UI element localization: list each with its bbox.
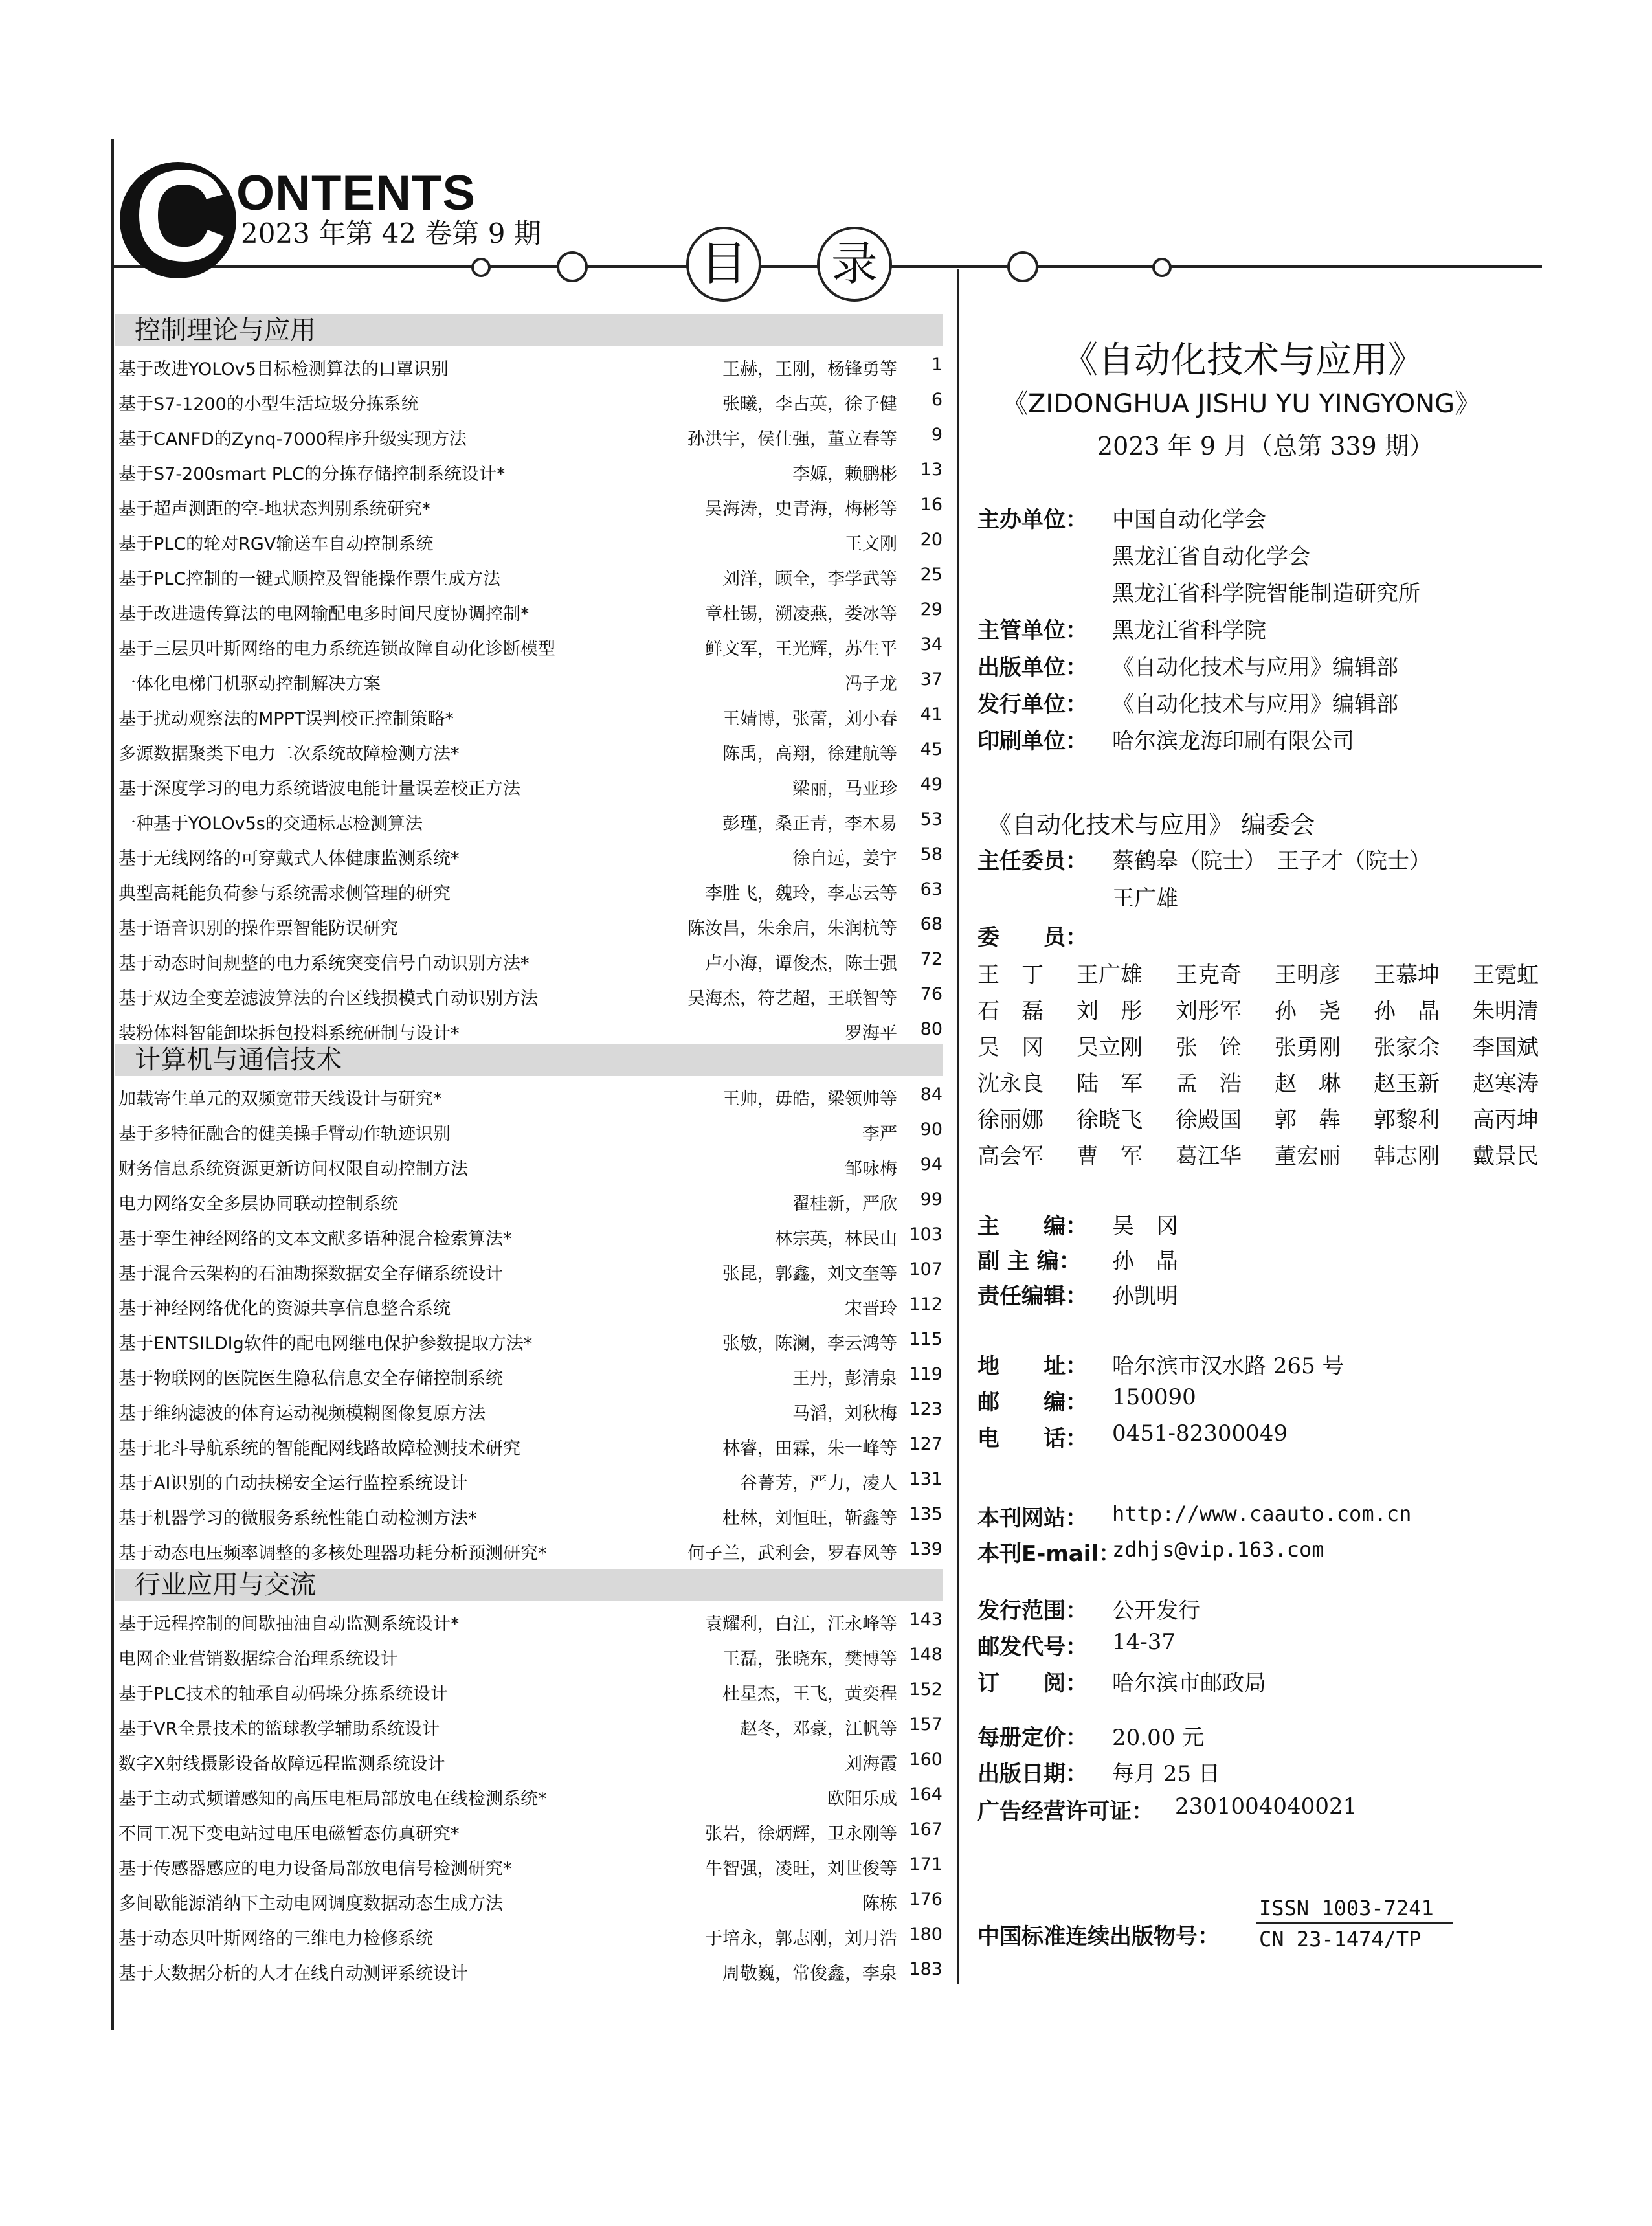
article-title: 基于无线网络的可穿戴式人体健康监测系统* xyxy=(118,849,460,869)
article-authors: 于培永，郭志刚，刘月浩 xyxy=(705,1929,897,1949)
article-authors: 鲜文军，王光辉，苏生平 xyxy=(705,639,897,659)
supervisor-value: 黑龙江省科学院 xyxy=(1112,618,1266,644)
members-label: 委 员： xyxy=(977,925,1088,950)
issue-line: 2023 年第 42 卷第 9 期 xyxy=(241,218,541,249)
toc-entry[interactable] xyxy=(118,1638,943,1672)
board-member: 王 丁 xyxy=(977,962,1044,988)
page-number: 143 xyxy=(909,1610,943,1630)
article-title: 基于超声测距的空-地状态判别系统研究* xyxy=(118,499,431,519)
page-number: 115 xyxy=(909,1329,943,1349)
article-authors: 吴海杰，符艺超，王联智等 xyxy=(687,989,897,1009)
address-label: 地 址： xyxy=(977,1353,1088,1379)
sponsor-3: 黑龙江省科学院智能制造研究所 xyxy=(1112,581,1420,607)
resp-editor-label: 责任编辑： xyxy=(977,1283,1088,1309)
article-title: 基于改进遗传算法的电网输配电多时间尺度协调控制* xyxy=(118,604,530,624)
article-authors: 王帅，毋皓，梁领帅等 xyxy=(722,1089,897,1109)
page-number: 25 xyxy=(920,565,943,585)
board-member: 石 磊 xyxy=(977,998,1044,1024)
article-authors: 张曦，李占英，徐子健 xyxy=(722,394,897,414)
board-member: 张 铨 xyxy=(1176,1035,1242,1061)
toc-entry[interactable] xyxy=(118,1673,943,1707)
email-label: 本刊E-mail： xyxy=(977,1541,1121,1567)
article-authors: 徐自远，姜宇 xyxy=(792,849,897,869)
scope-label: 发行范围： xyxy=(977,1598,1088,1624)
article-title: 基于S7-200smart PLC的分拣存储控制系统设计* xyxy=(118,464,506,484)
postal-code-value: 14-37 xyxy=(1112,1629,1176,1655)
page-number: 164 xyxy=(909,1784,943,1804)
page-number: 94 xyxy=(920,1154,943,1175)
article-authors: 刘洋，顾全，李学武等 xyxy=(722,569,897,589)
board-member: 赵寒涛 xyxy=(1473,1071,1539,1097)
page-number: 72 xyxy=(920,949,943,969)
board-member: 韩志刚 xyxy=(1374,1143,1440,1169)
article-title: 基于语音识别的操作票智能防误研究 xyxy=(118,919,398,939)
article-title: 基于主动式频谱感知的高压电柜局部放电在线检测系统* xyxy=(118,1789,547,1809)
toc-entry[interactable] xyxy=(118,453,943,487)
toc-entry[interactable] xyxy=(118,1013,943,1046)
toc-entry[interactable] xyxy=(118,1778,943,1812)
article-authors: 赵冬，邓豪，江帆等 xyxy=(740,1719,897,1739)
page-number: 63 xyxy=(920,879,943,899)
article-title: 财务信息系统资源更新访问权限自动控制方法 xyxy=(118,1159,468,1179)
article-authors: 王磊，张晓东，樊博等 xyxy=(722,1649,897,1669)
toc-entry[interactable] xyxy=(118,1288,943,1321)
board-member: 曹 军 xyxy=(1077,1143,1143,1169)
page-number: 84 xyxy=(920,1085,943,1105)
section-header xyxy=(115,314,943,346)
page-number: 49 xyxy=(920,774,943,794)
article-title: 基于远程控制的间歇抽油自动监测系统设计* xyxy=(118,1614,460,1634)
section-title: 计算机与通信技术 xyxy=(135,1045,342,1075)
article-authors: 卢小海，谭俊杰，陈士强 xyxy=(705,954,897,974)
toc-entry[interactable] xyxy=(118,978,943,1011)
board-member: 刘 彤 xyxy=(1077,998,1143,1024)
toc-entry[interactable] xyxy=(118,593,943,627)
postcode-label: 邮 编： xyxy=(977,1389,1088,1415)
ad-license-label: 广告经营许可证： xyxy=(977,1799,1154,1825)
article-authors: 马滔，刘秋梅 xyxy=(792,1404,897,1424)
toc-entry[interactable] xyxy=(118,1078,943,1112)
article-authors: 陈禹，高翔，徐建航等 xyxy=(722,744,897,764)
distributor-label: 发行单位： xyxy=(977,691,1088,717)
article-title: 多源数据聚类下电力二次系统故障检测方法* xyxy=(118,744,460,764)
toc-entry[interactable] xyxy=(118,698,943,732)
page-number: 29 xyxy=(920,600,943,620)
cn-value: CN 23-1474/TP xyxy=(1259,1927,1422,1951)
board-member: 孟 浩 xyxy=(1176,1071,1242,1097)
article-title: 多间歇能源消纳下主动电网调度数据动态生成方法 xyxy=(118,1894,503,1914)
article-title: 典型高耗能负荷参与系统需求侧管理的研究 xyxy=(118,884,451,904)
board-member: 郭黎利 xyxy=(1374,1107,1440,1133)
article-authors: 吴海涛，史青海，梅彬等 xyxy=(705,499,897,519)
article-title: 基于AI识别的自动扶梯安全运行监控系统设计 xyxy=(118,1474,468,1494)
toc-entry[interactable] xyxy=(118,1603,943,1637)
lu-character: 录 xyxy=(817,227,892,302)
postal-code-label: 邮发代号： xyxy=(977,1634,1088,1660)
article-title: 基于动态电压频率调整的多核处理器功耗分析预测研究* xyxy=(118,1544,547,1564)
toc-entry[interactable] xyxy=(118,558,943,592)
article-authors: 杜林，刘恒旺，靳鑫等 xyxy=(722,1509,897,1529)
scope-value: 公开发行 xyxy=(1112,1598,1200,1624)
ring-decoration xyxy=(1007,251,1038,282)
supervisor-label: 主管单位： xyxy=(977,618,1088,644)
section-title: 控制理论与应用 xyxy=(135,315,316,345)
board-member: 王广雄 xyxy=(1077,962,1143,988)
article-authors: 李严 xyxy=(862,1124,897,1144)
article-authors: 孙洪宇，侯仕强，董立春等 xyxy=(687,429,897,449)
article-title: 基于S7-1200的小型生活垃圾分拣系统 xyxy=(118,394,419,414)
page-number: 16 xyxy=(920,495,943,515)
pubdate-value: 每月 25 日 xyxy=(1112,1761,1220,1787)
page-number: 157 xyxy=(909,1714,943,1735)
toc-entry[interactable] xyxy=(118,1708,943,1742)
page-number: 37 xyxy=(920,669,943,690)
board-member: 高丙坤 xyxy=(1473,1107,1539,1133)
article-title: 基于深度学习的电力系统谐波电能计量误差校正方法 xyxy=(118,779,520,799)
toc-entry[interactable] xyxy=(118,943,943,976)
article-authors: 刘海霞 xyxy=(845,1754,897,1774)
board-member: 吴 冈 xyxy=(977,1035,1044,1061)
article-authors: 张敏，陈澜，李云鸿等 xyxy=(722,1334,897,1354)
toc-entry[interactable] xyxy=(118,908,943,941)
article-title: 基于PLC控制的一键式顺控及智能操作票生成方法 xyxy=(118,569,501,589)
article-title: 电网企业营销数据综合治理系统设计 xyxy=(118,1649,398,1669)
page-number: 53 xyxy=(920,809,943,829)
article-title: 基于ENTSILDIg软件的配电网继电保护参数提取方法* xyxy=(118,1334,533,1354)
toc-entry[interactable] xyxy=(118,523,943,557)
page-number: 107 xyxy=(909,1259,943,1279)
page-number: 119 xyxy=(909,1364,943,1384)
board-member: 高会军 xyxy=(977,1143,1044,1169)
article-authors: 王赫，王刚，杨锋勇等 xyxy=(722,359,897,379)
board-member: 葛江华 xyxy=(1176,1143,1242,1169)
page-number: 6 xyxy=(931,390,943,410)
article-authors: 陈汝昌，朱余启，朱润杭等 xyxy=(687,919,897,939)
board-member: 孙 尧 xyxy=(1275,998,1341,1024)
article-title: 装粉体料智能卸垛拆包投料系统研制与设计* xyxy=(118,1024,460,1044)
page-number: 167 xyxy=(909,1819,943,1839)
page-number: 148 xyxy=(909,1645,943,1665)
board-member: 王慕坤 xyxy=(1374,962,1440,988)
website-label: 本刊网站： xyxy=(977,1505,1088,1531)
page-number: 135 xyxy=(909,1504,943,1524)
issue-info: 2023 年 9 月（总第 339 期） xyxy=(1097,432,1434,460)
article-authors: 林睿，田霖，朱一峰等 xyxy=(722,1439,897,1459)
board-member: 王明彦 xyxy=(1275,962,1341,988)
page-number: 152 xyxy=(909,1680,943,1700)
toc-entry[interactable] xyxy=(118,1428,943,1461)
chair-line-2: 王广雄 xyxy=(1112,886,1178,912)
toc-entry[interactable] xyxy=(118,1113,943,1147)
toc-entry[interactable] xyxy=(118,1848,943,1882)
article-title: 基于双边全变差滤波算法的台区线损模式自动识别方法 xyxy=(118,989,538,1009)
chief-editor-value: 吴 冈 xyxy=(1112,1213,1178,1239)
toc-entry[interactable] xyxy=(118,733,943,767)
page-number: 139 xyxy=(909,1539,943,1559)
sponsor-label: 主办单位： xyxy=(977,507,1088,533)
board-member: 赵玉新 xyxy=(1374,1071,1440,1097)
board-member: 董宏丽 xyxy=(1275,1143,1341,1169)
subscribe-value: 哈尔滨市邮政局 xyxy=(1112,1670,1266,1696)
article-title: 基于大数据分析的人才在线自动测评系统设计 xyxy=(118,1964,468,1984)
sponsor-2: 黑龙江省自动化学会 xyxy=(1112,544,1310,570)
page-number: 183 xyxy=(909,1959,943,1979)
toc-entry[interactable] xyxy=(118,488,943,522)
toc-entry[interactable] xyxy=(118,1183,943,1217)
article-authors: 冯子龙 xyxy=(845,674,897,694)
ring-decoration xyxy=(557,251,588,282)
journal-title: 《自动化技术与应用》 xyxy=(1062,339,1424,381)
board-member: 徐丽娜 xyxy=(977,1107,1044,1133)
address-value: 哈尔滨市汉水路 265 号 xyxy=(1112,1353,1345,1379)
board-member: 赵 琳 xyxy=(1275,1071,1341,1097)
article-title: 基于机器学习的微服务系统性能自动检测方法* xyxy=(118,1509,477,1529)
article-authors: 周敬巍，常俊鑫，李泉 xyxy=(722,1964,897,1984)
toc-entry[interactable] xyxy=(118,663,943,697)
board-member: 吴立刚 xyxy=(1077,1035,1143,1061)
board-member: 李国斌 xyxy=(1473,1035,1539,1061)
distributor-value: 《自动化技术与应用》编辑部 xyxy=(1112,691,1398,717)
chair-label: 主任委员： xyxy=(977,848,1088,874)
article-title: 不同工况下变电站过电压电磁暂态仿真研究* xyxy=(118,1824,460,1844)
article-authors: 杜星杰，王飞，黄奕程 xyxy=(722,1684,897,1704)
page-number: 127 xyxy=(909,1434,943,1454)
article-title: 基于动态贝叶斯网络的三维电力检修系统 xyxy=(118,1929,433,1949)
board-member: 朱明清 xyxy=(1473,998,1539,1024)
ring-decoration xyxy=(471,258,491,277)
article-authors: 林宗英，林民山 xyxy=(775,1229,897,1249)
article-authors: 李嫄，赖鹏彬 xyxy=(792,464,897,484)
page-number: 1 xyxy=(931,355,943,375)
article-title: 基于混合云架构的石油勘探数据安全存储系统设计 xyxy=(118,1264,503,1284)
board-member: 张勇刚 xyxy=(1275,1035,1341,1061)
article-authors: 章杜锡，溯凌燕，娄冰等 xyxy=(705,604,897,624)
toc-entry[interactable] xyxy=(118,1358,943,1391)
section-title: 行业应用与交流 xyxy=(135,1570,316,1600)
chief-editor-label: 主 编： xyxy=(977,1213,1088,1239)
board-member: 徐殿国 xyxy=(1176,1107,1242,1133)
article-authors: 牛智强，凌旺，刘世俊等 xyxy=(705,1859,897,1879)
article-title: 基于北斗导航系统的智能配网线路故障检测技术研究 xyxy=(118,1439,520,1459)
article-title: 基于PLC的轮对RGV输送车自动控制系统 xyxy=(118,534,434,554)
article-authors: 彭瑾，桑正青，李木易 xyxy=(722,814,897,834)
phone-label: 电 话： xyxy=(977,1426,1088,1452)
left-border xyxy=(111,139,114,2030)
article-title: 基于改进YOLOv5目标检测算法的口罩识别 xyxy=(118,359,449,379)
toc-entry[interactable] xyxy=(118,1918,943,1951)
article-title: 基于三层贝叶斯网络的电力系统连锁故障自动化诊断模型 xyxy=(118,639,555,659)
article-authors: 罗海平 xyxy=(845,1024,897,1044)
page-number: 180 xyxy=(909,1924,943,1944)
article-title: 基于扰动观察法的MPPT误判校正控制策略* xyxy=(118,709,454,729)
toc-entry[interactable] xyxy=(118,1323,943,1356)
article-authors: 邹咏梅 xyxy=(845,1159,897,1179)
toc-entry[interactable] xyxy=(118,383,943,417)
page-number: 171 xyxy=(909,1854,943,1874)
page-number: 80 xyxy=(920,1019,943,1039)
chair-line-1: 蔡鹤皋（院士） 王子才（院士） xyxy=(1112,848,1431,874)
toc-entry[interactable] xyxy=(118,1393,943,1426)
phone-value: 0451-82300049 xyxy=(1112,1421,1288,1446)
ad-license-value: 2301004040021 xyxy=(1175,1793,1357,1819)
article-title: 一体化电梯门机驱动控制解决方案 xyxy=(118,674,381,694)
toc-entry[interactable] xyxy=(118,838,943,871)
page-number: 123 xyxy=(909,1399,943,1419)
article-title: 基于孪生神经网络的文本文献多语种混合检索算法* xyxy=(118,1229,512,1249)
toc-entry[interactable] xyxy=(118,1883,943,1917)
printer-value: 哈尔滨龙海印刷有限公司 xyxy=(1112,728,1354,754)
page-number: 68 xyxy=(920,914,943,934)
contents-logo-c: C xyxy=(120,162,236,278)
toc-entry[interactable] xyxy=(118,1218,943,1252)
subscribe-label: 订 阅： xyxy=(977,1670,1088,1696)
fraction-rule xyxy=(1256,1922,1453,1924)
board-member: 沈永良 xyxy=(977,1071,1044,1097)
article-title: 加载寄生单元的双频宽带天线设计与研究* xyxy=(118,1089,442,1109)
issn-value: ISSN 1003-7241 xyxy=(1259,1896,1434,1920)
toc-entry[interactable] xyxy=(118,1498,943,1531)
page-number: 20 xyxy=(920,530,943,550)
pubdate-label: 出版日期： xyxy=(977,1761,1088,1787)
sponsor-1: 中国自动化学会 xyxy=(1112,507,1266,533)
article-authors: 王文刚 xyxy=(845,534,897,554)
board-member: 王霓虹 xyxy=(1473,962,1539,988)
toc-entry[interactable] xyxy=(118,1953,943,1986)
toc-entry[interactable] xyxy=(118,768,943,802)
article-title: 基于神经网络优化的资源共享信息整合系统 xyxy=(118,1299,451,1319)
article-title: 基于CANFD的Zynq-7000程序升级实现方法 xyxy=(118,429,467,449)
ring-decoration xyxy=(1152,258,1172,277)
article-authors: 陈栋 xyxy=(862,1894,897,1914)
toc-entry[interactable] xyxy=(118,873,943,906)
article-title: 基于PLC技术的轴承自动码垛分拣系统设计 xyxy=(118,1684,449,1704)
article-authors: 欧阳乐成 xyxy=(827,1789,897,1809)
article-title: 基于物联网的医院医生隐私信息安全存储控制系统 xyxy=(118,1369,503,1389)
board-member: 戴景民 xyxy=(1473,1143,1539,1169)
article-authors: 张岩，徐炳辉，卫永刚等 xyxy=(705,1824,897,1844)
article-title: 电力网络安全多层协同联动控制系统 xyxy=(118,1194,398,1214)
board-member: 孙 晶 xyxy=(1374,998,1440,1024)
toc-entry[interactable] xyxy=(118,1813,943,1847)
printer-label: 印刷单位： xyxy=(977,728,1088,754)
deputy-editor-value: 孙 晶 xyxy=(1112,1248,1178,1274)
journal-pinyin: 《ZIDONGHUA JISHU YU YINGYONG》 xyxy=(1002,389,1481,419)
board-member: 张家余 xyxy=(1374,1035,1440,1061)
article-title: 基于VR全景技术的篮球教学辅助系统设计 xyxy=(118,1719,440,1739)
board-member: 王克奇 xyxy=(1176,962,1242,988)
page-number: 45 xyxy=(920,739,943,759)
article-title: 基于多特征融合的健美操手臂动作轨迹识别 xyxy=(118,1124,451,1144)
page-number: 58 xyxy=(920,844,943,864)
page-number: 160 xyxy=(909,1749,943,1770)
deputy-editor-label: 副 主 编： xyxy=(977,1248,1081,1274)
toc-entry[interactable] xyxy=(118,418,943,452)
board-title: 《自动化技术与应用》 编委会 xyxy=(987,811,1315,839)
page-number: 9 xyxy=(931,425,943,445)
article-authors: 何子兰，武利会，罗春风等 xyxy=(687,1544,897,1564)
section-header xyxy=(115,1044,943,1076)
toc-entry[interactable] xyxy=(118,628,943,662)
page-number: 99 xyxy=(920,1189,943,1209)
board-member: 郭 犇 xyxy=(1275,1107,1341,1133)
toc-entry[interactable] xyxy=(118,1253,943,1287)
page-number: 13 xyxy=(920,460,943,480)
page-number: 112 xyxy=(909,1294,943,1314)
website-value[interactable]: http://www.caauto.com.cn xyxy=(1112,1501,1412,1526)
article-title: 基于传感器感应的电力设备局部放电信号检测研究* xyxy=(118,1859,512,1879)
publisher-label: 出版单位： xyxy=(977,655,1088,680)
column-divider xyxy=(957,269,959,1984)
price-label: 每册定价： xyxy=(977,1725,1088,1751)
article-authors: 王丹，彭清泉 xyxy=(792,1369,897,1389)
section-header xyxy=(115,1569,943,1601)
board-member: 陆 军 xyxy=(1077,1071,1143,1097)
article-authors: 翟桂新，严欣 xyxy=(792,1194,897,1214)
page-number: 90 xyxy=(920,1119,943,1140)
serial-number-label: 中国标准连续出版物号： xyxy=(977,1924,1220,1950)
resp-editor-value: 孙凯明 xyxy=(1112,1283,1178,1309)
article-authors: 梁丽，马亚珍 xyxy=(792,779,897,799)
page-number: 176 xyxy=(909,1889,943,1909)
toc-entry[interactable] xyxy=(118,1148,943,1182)
page-number: 41 xyxy=(920,704,943,725)
page-number: 34 xyxy=(920,635,943,655)
email-value[interactable]: zdhjs@vip.163.com xyxy=(1112,1537,1324,1562)
mu-character: 目 xyxy=(686,227,761,302)
page-number: 103 xyxy=(909,1224,943,1244)
toc-entry[interactable] xyxy=(118,1463,943,1496)
contents-heading: ONTENTS xyxy=(236,166,476,221)
price-value: 20.00 元 xyxy=(1112,1725,1205,1751)
board-member: 徐晓飞 xyxy=(1077,1107,1143,1133)
page-number: 76 xyxy=(920,984,943,1004)
toc-entry[interactable] xyxy=(118,1743,943,1777)
article-authors: 张昆，郭鑫，刘文奎等 xyxy=(722,1264,897,1284)
publisher-value: 《自动化技术与应用》编辑部 xyxy=(1112,655,1398,680)
article-title: 数字X射线摄影设备故障远程监测系统设计 xyxy=(118,1754,445,1774)
toc-entry[interactable] xyxy=(118,1533,943,1566)
article-authors: 王婧博，张蕾，刘小春 xyxy=(722,709,897,729)
article-authors: 李胜飞，魏玲，李志云等 xyxy=(705,884,897,904)
article-title: 基于维纳滤波的体育运动视频模糊图像复原方法 xyxy=(118,1404,486,1424)
article-title: 基于动态时间规整的电力系统突变信号自动识别方法* xyxy=(118,954,530,974)
article-authors: 袁耀利，白江，汪永峰等 xyxy=(705,1614,897,1634)
article-title: 一种基于YOLOv5s的交通标志检测算法 xyxy=(118,814,423,834)
toc-entry[interactable] xyxy=(118,348,943,382)
page-number: 131 xyxy=(909,1469,943,1489)
article-authors: 谷菁芳，严力，凌人 xyxy=(740,1474,897,1494)
board-member: 刘彤军 xyxy=(1176,998,1242,1024)
toc-entry[interactable] xyxy=(118,803,943,837)
postcode-value: 150090 xyxy=(1112,1384,1196,1410)
article-authors: 宋晋玲 xyxy=(845,1299,897,1319)
